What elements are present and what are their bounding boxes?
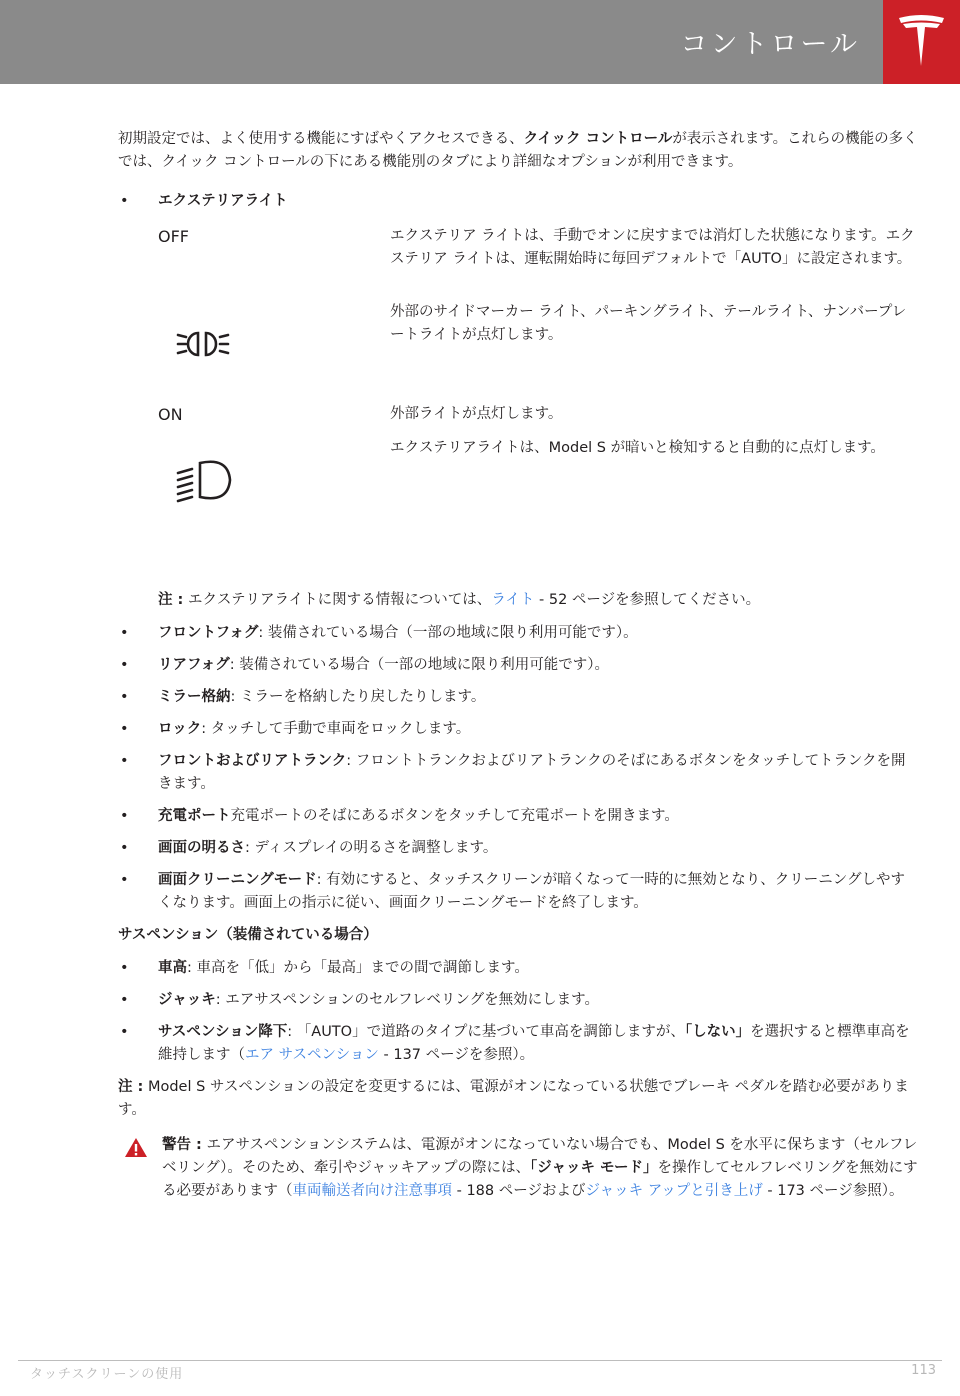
suspension-page-ref: - 137 ページを参照）。 (378, 1047, 535, 1063)
on-description: 外部ライトが点灯します。 (390, 406, 563, 422)
air-suspension-link[interactable]: エア サスペンション (245, 1047, 379, 1063)
list-item-brightness (118, 837, 918, 860)
clean-mode-text: : 有効にすると、タッチスクリーンが暗くなって一時的に無効となり、クリーニングしやすくなります。画面上の指示に従い、画面クリーニングモードを終了します。 (158, 872, 905, 911)
transporter-link[interactable]: 車両輸送者向け注意事項 (292, 1183, 452, 1199)
jack-term: ジャッキ (158, 992, 216, 1008)
rear-fog-text: : 装備されている場合（一部の地域に限り利用可能です）。 (229, 657, 610, 673)
suspension-lower-text: : 「AUTO」で道路のタイプに基づいて車高を調節しますが、 (287, 1024, 685, 1040)
intro-text-2: が表示されます。これらの機能の多くでは、クイック コントロールの下にある機能別のタブにより詳細なオプションが利用できます。 (118, 131, 918, 170)
on-label: ON (158, 405, 183, 424)
section-title: コントロール (680, 29, 860, 60)
warning-label: 警告 : (162, 1137, 202, 1153)
lights-link[interactable]: ライト (491, 592, 535, 608)
footer-divider (18, 1360, 942, 1361)
front-fog-text: : 装備されている場合（一部の地域に限り利用可能です）。 (258, 625, 638, 641)
list-item-lock (118, 718, 918, 741)
mirror-fold-term: ミラー格納 (158, 689, 231, 705)
warning-icon (124, 1137, 148, 1166)
note-text: エクステリアライトに関する情報については、 (183, 592, 492, 608)
warning-block (118, 1134, 918, 1203)
brightness-term: 画面の明るさ (158, 840, 245, 856)
warning-page-ref-2: - 173 ページ参照）。 (762, 1183, 904, 1199)
exterior-lights-note (158, 589, 918, 612)
suspension-note (118, 1076, 918, 1122)
parking-lights-description: 外部のサイドマーカー ライト、パーキングライト、テールライト、ナンバープレートライトが点灯します。 (390, 304, 907, 343)
list-item-front-fog (118, 622, 918, 645)
trunk-text: : フロントトランクおよびリアトランクのそばにあるボタンをタッチしてトランクを開きます。 (158, 753, 906, 792)
jack-text: : エアサスペンションのセルフレベリングを無効にします。 (215, 992, 599, 1008)
list-item-charge-port (118, 805, 918, 828)
intro-text: 初期設定では、よく使用する機能にすばやくアクセスできる、 (118, 131, 524, 147)
ride-height-text: : 車高を「低」から「最高」までの間で調節します。 (187, 960, 529, 976)
ride-height-term: 車高 (158, 960, 187, 976)
list-item-exterior-lights (118, 190, 918, 213)
trunk-term: フロントおよびリアトランク (158, 753, 347, 769)
lock-text: : タッチして手動で車両をロックします。 (201, 721, 471, 737)
front-fog-term: フロントフォグ (158, 625, 259, 641)
exterior-lights-heading: エクステリアライト (158, 193, 288, 209)
list-item-jack (118, 989, 918, 1012)
charge-port-text: 充電ポートのそばにあるボタンをタッチして充電ポートを開きます。 (230, 808, 679, 824)
lock-term: ロック (158, 721, 202, 737)
note2-text: Model S サスペンションの設定を変更するには、電源がオンになっている状態でブレーキ ペダルを踏む必要があります。 (118, 1079, 909, 1118)
clean-mode-term: 画面クリーニングモード (158, 872, 317, 888)
quick-controls-term: クイック コントロール (523, 131, 673, 147)
jacking-link[interactable]: ジャッキ アップと引き上げ (585, 1183, 763, 1199)
suspension-lower-text-2: を選択すると標準車高を維持します（ (158, 1024, 910, 1063)
list-item-mirror-fold (118, 686, 918, 709)
page-header (0, 0, 960, 84)
brand-logo-box (883, 0, 960, 84)
auto-description: エクステリアライトは、Model S が暗いと検知すると自動的に点灯します。 (390, 440, 885, 456)
suspension-heading: サスペンション（装備されている場合） (118, 927, 378, 943)
jack-mode-term: 「ジャッキ モード」 (530, 1160, 658, 1176)
list-item-rear-fog (118, 654, 918, 677)
main-content (118, 128, 918, 1203)
note2-label: 注 : (118, 1079, 144, 1095)
charge-port-term: 充電ポート (158, 808, 231, 824)
page-number: 113 (911, 1363, 936, 1378)
note-page-ref: - 52 ページを参照してください。 (534, 592, 761, 608)
off-label: OFF (158, 227, 189, 246)
mirror-fold-text: : ミラーを格納したり戻したりします。 (230, 689, 486, 705)
rear-fog-term: リアフォグ (158, 657, 230, 673)
off-description: エクステリア ライトは、手動でオンに戻すまでは消灯した状態になります。エクステリア ライトは、運転開始時に毎回デフォルトで「AUTO」に設定されます。 (390, 228, 915, 267)
warning-text: エアサスペンションシステムは、電源がオンになっていない場合でも、Model S を水平に保ちます（セルフレベリング）。そのため、牽引やジャッキアップの際には、 (162, 1137, 918, 1176)
brightness-text: : ディスプレイの明るさを調整します。 (245, 840, 498, 856)
note-label: 注 : (158, 592, 184, 608)
list-item-suspension-lower (118, 1021, 918, 1067)
list-item-ride-height (118, 957, 918, 980)
never-option-term: 「しない」 (684, 1024, 751, 1040)
warning-text-2: を操作してセルフレベリングを無効にする必要があります（ (162, 1160, 918, 1199)
parking-lights-icon (176, 327, 226, 369)
suspension-lower-term: サスペンション降下 (158, 1024, 288, 1040)
warning-page-ref-1: - 188 ページおよび (452, 1183, 586, 1199)
footer-section-name: タッチスクリーンの使用 (30, 1367, 184, 1382)
intro-paragraph (118, 128, 918, 174)
tesla-logo-icon (897, 14, 946, 70)
list-item-clean-mode (118, 869, 918, 915)
exterior-lights-table (158, 225, 918, 575)
list-item-trunk (118, 750, 918, 796)
auto-headlight-icon (176, 459, 226, 513)
